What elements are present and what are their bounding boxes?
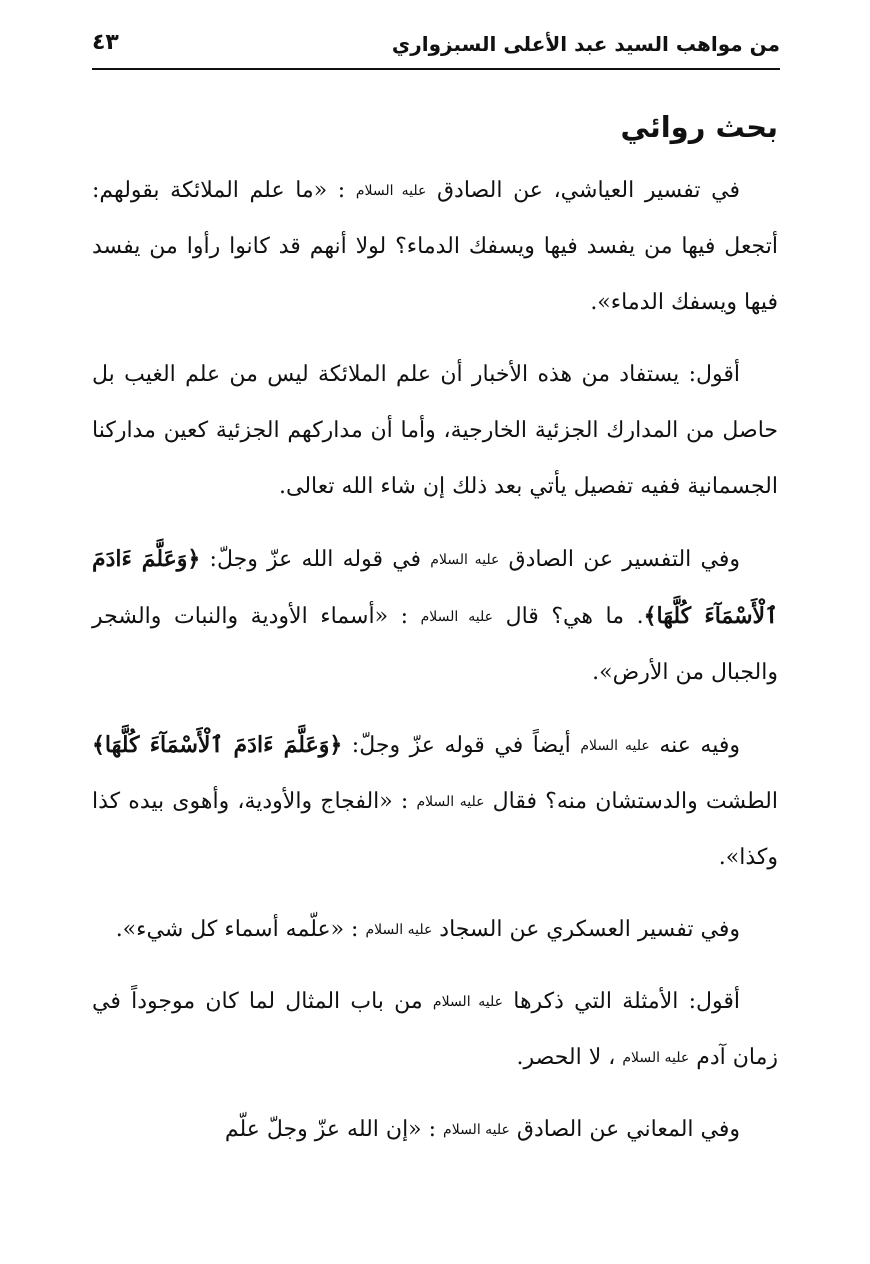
paragraph-text: وفي المعاني عن الصادق: [509, 1117, 740, 1142]
honorific-ligature: عليه السلام: [420, 609, 494, 625]
paragraph-text: : «الفجاج والأودية، وأهوى بيده كذا وكذا».: [92, 789, 778, 870]
running-title: من مواهب السيد عبد الأعلى السبزواري: [391, 32, 780, 56]
paragraph-text: . ما هي؟ قال: [493, 604, 644, 629]
paragraph-text: من باب المثال لما كان موجوداً في زمان آدم: [92, 989, 778, 1070]
paragraph-text: : «إن الله عزّ وجلّ علّم: [224, 1117, 444, 1142]
section-title: بحث روائي: [620, 110, 778, 144]
paragraph-text: : «أسماء الأودية والنبات والشجر والجبال من الأرض».: [92, 604, 778, 685]
paragraph-text: وفي التفسير عن الصادق: [499, 547, 740, 572]
paragraph-text: في قوله الله عزّ وجلّ:: [200, 547, 431, 572]
paragraph: [92, 717, 778, 886]
paragraph: [92, 163, 778, 331]
honorific-ligature: عليه السلام: [622, 1050, 690, 1066]
paragraph-text: وفي تفسير العسكري عن السجاد: [432, 917, 740, 942]
honorific-ligature: عليه السلام: [432, 994, 503, 1010]
paragraph: [92, 974, 778, 1086]
quran-verse: ﴿وَعَلَّمَ ءَادَمَ ٱلْأَسْمَآءَ كُلَّهَا﴾: [92, 546, 778, 629]
paragraph-text: وفيه عنه: [649, 733, 741, 758]
paragraph: [92, 902, 778, 958]
paragraph: [92, 1102, 778, 1158]
paragraph-text: الطشت والدستشان منه؟ فقال: [484, 789, 778, 814]
paragraph: [92, 347, 778, 515]
quran-verse: ﴿وَعَلَّمَ ءَادَمَ ٱلْأَسْمَآءَ كُلَّهَا﴾: [92, 732, 343, 758]
honorific-ligature: عليه السلام: [443, 1122, 510, 1138]
paragraph-text: : «ما علم الملائكة بقولهم: أتجعل فيها من يفسد فيها ويسفك الدماء؟ لولا أنهم قد كانوا رأوا من يفسد فيها ويسفك الدماء».: [92, 178, 778, 315]
honorific-ligature: عليه السلام: [416, 794, 485, 810]
paragraph-text: أقول: يستفاد من هذه الأخبار أن علم الملائكة ليس من علم الغيب بل حاصل من المدارك الجزئية الخارجية، وأما أن مداركهم الجزئية كعين مداركنا الجسمانية ففيه تفصيل يأتي بعد ذلك إن شاء الله تعالى.: [92, 362, 778, 499]
paragraph-text: ، لا الحصر.: [516, 1045, 623, 1070]
page-header: [92, 28, 780, 70]
page-number: ٤٣: [92, 30, 119, 55]
paragraph-text: في تفسير العياشي، عن الصادق: [426, 178, 740, 203]
body-text: [92, 163, 778, 1174]
paragraph-text: أقول: الأمثلة التي ذكرها: [503, 989, 740, 1014]
honorific-ligature: عليه السلام: [355, 183, 427, 199]
paragraph-text: أيضاً في قوله عزّ وجلّ:: [342, 733, 581, 758]
paragraph: [92, 531, 778, 701]
honorific-ligature: عليه السلام: [365, 922, 433, 938]
paragraph-text: : «علّمه أسماء كل شيء».: [115, 917, 366, 942]
honorific-ligature: عليه السلام: [580, 738, 650, 754]
honorific-ligature: عليه السلام: [430, 552, 500, 568]
